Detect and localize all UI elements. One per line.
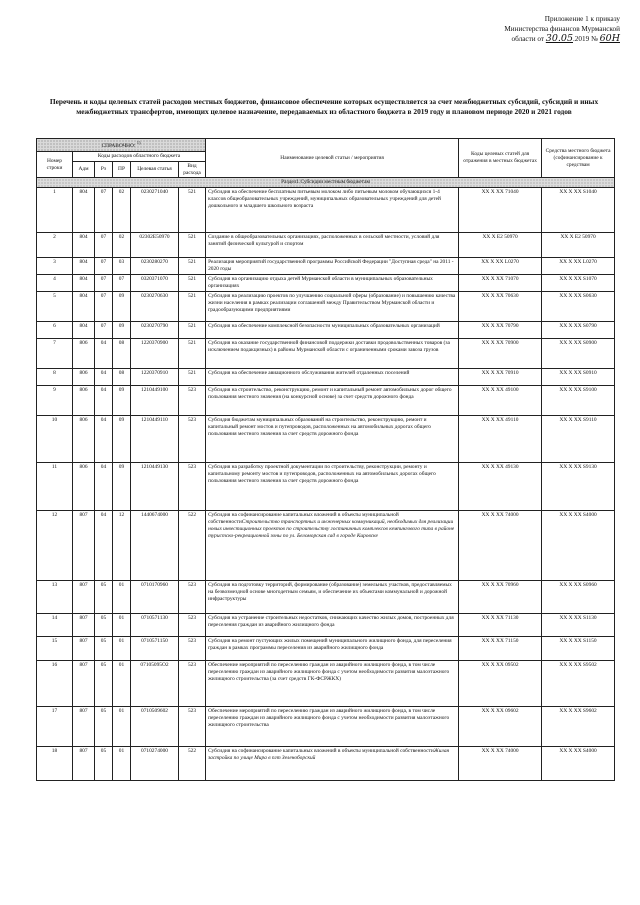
row-number-cell: 9 [37, 386, 73, 416]
target-code-cell: 0230270630 [131, 292, 179, 322]
row-number-cell: 3 [37, 258, 73, 275]
table-row [37, 322, 615, 339]
target-code-cell: 07105095О2 [131, 661, 179, 707]
table-row [37, 233, 615, 258]
appendix-header [400, 14, 620, 44]
vid-cell: 523 [179, 416, 206, 463]
appendix-prefix: области от [511, 35, 544, 43]
cofin-cell: XX X XX S9602 [542, 707, 615, 747]
appendix-line-2: Министерства финансов Мурманской [504, 25, 620, 33]
pr-cell: 08 [113, 339, 131, 369]
pr-cell: 09 [113, 463, 131, 511]
target-code-cell: 0230271040 [131, 188, 179, 233]
row-number-cell: 5 [37, 292, 73, 322]
pr-cell: 02 [113, 188, 131, 233]
vid-cell: 522 [179, 511, 206, 581]
name-cell: Создание в общеобразовательных организациях, расположенных в сельской местности, условий для занятий физической культурой и спортом [206, 233, 459, 258]
cofin-cell: XX X XX S1130 [542, 614, 615, 637]
target-code-cell: 0230280270 [131, 258, 179, 275]
pr-cell: 01 [113, 614, 131, 637]
cofin-cell: XX X XX S1070 [542, 275, 615, 292]
target-code-cell: 0710170960 [131, 581, 179, 614]
local-code-cell: XX X XX 49130 [459, 463, 542, 511]
local-code-cell: XX X XX 70630 [459, 292, 542, 322]
name-cell: Обеспечение мероприятий по переселению граждан из аварийного жилищного фонда, в том числе переселению граждан из аварийного жилищного фонда с учетом необходимости развития малоэтажного жилищного строительства (за счет средств ГК-ФСРЖКХ) [206, 661, 459, 707]
pr-cell: 12 [113, 511, 131, 581]
rz-cell: 04 [95, 416, 113, 463]
adm-cell: 807 [73, 637, 95, 661]
row-number-cell: 6 [37, 322, 73, 339]
row-number-cell: 16 [37, 661, 73, 707]
adm-cell: 807 [73, 581, 95, 614]
local-code-cell: XX X XX 70960 [459, 581, 542, 614]
cofin-cell: XX X XX S4000 [542, 511, 615, 581]
vid-cell: 523 [179, 661, 206, 707]
appendix-line-1: Приложение 1 к приказу [544, 15, 620, 23]
appendix-year: .2019 № [573, 35, 598, 43]
pr-cell: 09 [113, 416, 131, 463]
name-italic-part: Жилая застройка по улице Мира в пгт Зеленоборский [208, 748, 450, 762]
rz-cell: 05 [95, 637, 113, 661]
table-row [37, 637, 615, 661]
cofin-cell: XX X XX S0960 [542, 581, 615, 614]
local-code-cell: XX X XX 70900 [459, 339, 542, 369]
pr-header: ПР [113, 161, 131, 178]
table-row [37, 661, 615, 707]
table-row [37, 511, 615, 581]
rz-cell: 07 [95, 292, 113, 322]
adm-cell: 804 [73, 233, 95, 258]
vid-header: Вид расхода [179, 161, 206, 178]
target-code-cell: 02302E50970 [131, 233, 179, 258]
cofin-cell: XX X XX S4000 [542, 747, 615, 781]
name-cell: Субсидия бюджетам муниципальных образований на строительство, реконструкцию, ремонт и капитальный ремонт мостов и путепроводов, расположенных на автомобильных дорогах общего пользования местного значения за счет средств дорожного фонда [206, 416, 459, 463]
name-cell: Субсидия на оказание государственной финансовой поддержки доставки продовольственных товаров (за исключением подакцизных) в районы Мурманской области с ограниченными сроками завоза грузов [206, 339, 459, 369]
table-body [37, 188, 615, 781]
pr-cell: 08 [113, 369, 131, 386]
local-code-cell: XX X XX 74000 [459, 511, 542, 581]
row-number-cell: 10 [37, 416, 73, 463]
adm-cell: 804 [73, 322, 95, 339]
rz-cell: 04 [95, 463, 113, 511]
name-cell: Субсидия на разработку проектной документации по строительству, реконструкции, ремонту и капитальному ремонту мостов и путепроводов, расположенных на автомобильных дорогах общего пользования местного значения за счет средств дорожного фонда [206, 463, 459, 511]
target-code-cell: 1210449110 [131, 416, 179, 463]
adm-cell: 806 [73, 369, 95, 386]
pr-cell: 01 [113, 747, 131, 781]
local-code-cell: XX X E2 50970 [459, 233, 542, 258]
rz-cell: 04 [95, 369, 113, 386]
row-number-cell: 17 [37, 707, 73, 747]
rz-cell: 04 [95, 386, 113, 416]
rz-cell: 07 [95, 275, 113, 292]
row-number-cell: 2 [37, 233, 73, 258]
vid-cell: 523 [179, 581, 206, 614]
vid-cell: 521 [179, 188, 206, 233]
cofin-header: Средства местного бюджета (софинансирование к средствам [542, 139, 615, 178]
table-row [37, 275, 615, 292]
name-cell: Субсидия на софинансирование капитальных вложений в объекты муниципальной собственностиСтроительство транспортных и инженерных коммуникаций, необходимых для реализации новых инвестиционных проектов по строительству гостиничных комплексов кемпингового типа в районе туристско-рекреационной зоны по ул. Беломорская сад в городе Кировске [206, 511, 459, 581]
local-code-cell: XX X XX 74000 [459, 747, 542, 781]
local-code-cell: XX X XX 71040 [459, 188, 542, 233]
target-code-cell: 0230270790 [131, 322, 179, 339]
local-code-cell: XX X XX 71150 [459, 637, 542, 661]
adm-cell: 806 [73, 339, 95, 369]
name-cell: Субсидия на ремонт пустующих жилых помещений муниципального жилищного фонда, для переселения граждан в рамках программы переселения из аварийного жилищного фонда [206, 637, 459, 661]
cofin-cell: XX X E2 50970 [542, 233, 615, 258]
name-cell: Субсидия на подготовку территорий, формирование (образование) земельных участков, предоставляемых на безвозмездной основе многодетным семьям, и обеспечение их объектами коммунальной и дорожной инфраструктуры [206, 581, 459, 614]
rz-cell: 07 [95, 188, 113, 233]
row-number-cell: 11 [37, 463, 73, 511]
vid-cell: 521 [179, 258, 206, 275]
target-code-cell: 0320371070 [131, 275, 179, 292]
rz-cell: 05 [95, 614, 113, 637]
vid-cell: 523 [179, 614, 206, 637]
codes-group-header: Коды расходов областного бюджета [73, 151, 206, 161]
table-row [37, 463, 615, 511]
local-code-cell: XX X XX 49110 [459, 416, 542, 463]
vid-cell: 521 [179, 275, 206, 292]
local-code-cell: XX X XX 70790 [459, 322, 542, 339]
row-number-cell: 4 [37, 275, 73, 292]
handwritten-order-number: 60Н [599, 33, 620, 44]
table-row [37, 416, 615, 463]
pr-cell: 01 [113, 661, 131, 707]
name-cell: Субсидия на строительство, реконструкцию, ремонт и капитальный ремонт автомобильных дорог общего пользования местного значения (на конкурсной основе) за счет средств дорожного фонда [206, 386, 459, 416]
row-number-cell: 7 [37, 339, 73, 369]
section-heading: Раздел1.Субсидии местным бюджетам [37, 178, 615, 188]
rz-cell: 07 [95, 322, 113, 339]
pr-cell: 07 [113, 275, 131, 292]
local-code-cell: XX X XX 09602 [459, 707, 542, 747]
target-code-cell: 1440674000 [131, 511, 179, 581]
adm-cell: 804 [73, 292, 95, 322]
rz-cell: 05 [95, 581, 113, 614]
pr-cell: 01 [113, 707, 131, 747]
table-row [37, 188, 615, 233]
name-cell: Субсидия на устранение строительных недостатков, снижающих качество жилых домов, построенных для переселения граждан из аварийного жилищного фонда [206, 614, 459, 637]
table-row [37, 369, 615, 386]
target-code-cell: 1210449100 [131, 386, 179, 416]
adm-cell: 806 [73, 416, 95, 463]
vid-cell: 523 [179, 463, 206, 511]
name-cell: Субсидия на софинансирование капитальных вложений в объекты муниципальной собственностиЖилая застройка по улице Мира в пгт Зеленоборский [206, 747, 459, 781]
row-number-cell: 1 [37, 188, 73, 233]
pr-cell: 01 [113, 581, 131, 614]
pr-cell: 01 [113, 637, 131, 661]
target-code-cell: 1210449130 [131, 463, 179, 511]
row-number-cell: 13 [37, 581, 73, 614]
row-number-header: Номер строки [37, 151, 73, 178]
name-cell: Субсидия на обеспечение бесплатным питьевым молоком либо питьевым молоком обучающихся 1-4 классов общеобразовательных учреждений, муниципальных образовательных учреждений для детей дошкольного и младшего школьного возраста [206, 188, 459, 233]
rz-cell: 04 [95, 511, 113, 581]
pr-cell: 09 [113, 292, 131, 322]
document-title: Перечень и коды целевых статей расходов местных бюджетов, финансовое обеспечение которых осуществляется за счет межбюджетных субсидий, субсидий и иных межбюджетных трансфертов, имеющих целевое назначение, передаваемых из областного бюджета в 2019 году и плановом периоде 2020 и 2021 годов [49, 97, 599, 117]
spravochno-header: СПРАВОЧНО: $^{1)}$ [37, 139, 206, 152]
cofin-cell: XX X XX L0270 [542, 258, 615, 275]
local-code-cell: XX X XX 71130 [459, 614, 542, 637]
target-code-cell: 0710509602 [131, 707, 179, 747]
table-row [37, 258, 615, 275]
rz-cell: 05 [95, 661, 113, 707]
vid-cell: 522 [179, 747, 206, 781]
rz-cell: 07 [95, 233, 113, 258]
table-row [37, 747, 615, 781]
adm-cell: 804 [73, 275, 95, 292]
cofin-cell: XX X XX S9100 [542, 386, 615, 416]
local-code-cell: XX X XX 71070 [459, 275, 542, 292]
table-row [37, 707, 615, 747]
vid-cell: 523 [179, 386, 206, 416]
vid-cell: 521 [179, 339, 206, 369]
vid-cell: 523 [179, 637, 206, 661]
row-number-cell: 14 [37, 614, 73, 637]
local-code-cell: XX X XX 09502 [459, 661, 542, 707]
vid-cell: 521 [179, 233, 206, 258]
row-number-cell: 15 [37, 637, 73, 661]
row-number-cell: 18 [37, 747, 73, 781]
row-number-cell: 12 [37, 511, 73, 581]
local-code-cell: XX X XX 49100 [459, 386, 542, 416]
name-cell: Субсидия на обеспечение комплексной безопасности муниципальных образовательных организаций [206, 322, 459, 339]
adm-cell: 807 [73, 661, 95, 707]
pr-cell: 02 [113, 233, 131, 258]
name-cell: Субсидия на обеспечение авиационного обслуживания жителей отдаленных поселений [206, 369, 459, 386]
adm-cell: 807 [73, 614, 95, 637]
target-code-cell: 1220370900 [131, 339, 179, 369]
handwritten-date: 30.05 [545, 33, 573, 44]
local-code-cell: XX X XX L0270 [459, 258, 542, 275]
cofin-cell: XX X XX S0910 [542, 369, 615, 386]
cofin-cell: XX X XX S1040 [542, 188, 615, 233]
target-code-cell: 0710571150 [131, 637, 179, 661]
target-code-cell: 1220370910 [131, 369, 179, 386]
cofin-cell: XX X XX S1150 [542, 637, 615, 661]
vid-cell: 521 [179, 292, 206, 322]
table-row [37, 339, 615, 369]
rz-cell: 05 [95, 707, 113, 747]
name-cell: Обеспечение мероприятий по переселению граждан из аварийного жилищного фонда, в том числе переселению граждан из аварийного жилищного фонда с учетом необходимости развития малоэтажного жилищного строительства [206, 707, 459, 747]
vid-cell: 523 [179, 707, 206, 747]
rz-header: Рз [95, 161, 113, 178]
pr-cell: 03 [113, 258, 131, 275]
adm-header: Адм [73, 161, 95, 178]
adm-cell: 807 [73, 747, 95, 781]
name-cell: Субсидия на организацию отдыха детей Мурманской области в муниципальных образовательных организациях [206, 275, 459, 292]
local-code-cell: XX X XX 70910 [459, 369, 542, 386]
pr-cell: 09 [113, 386, 131, 416]
cofin-cell: XX X XX S9110 [542, 416, 615, 463]
name-header: Наименование целевой статьи / мероприятия [206, 139, 459, 178]
table-row [37, 292, 615, 322]
adm-cell: 807 [73, 511, 95, 581]
cofin-cell: XX X XX S9130 [542, 463, 615, 511]
cofin-cell: XX X XX S0900 [542, 339, 615, 369]
target-code-cell: 0710571130 [131, 614, 179, 637]
cofin-cell: XX X XX S9502 [542, 661, 615, 707]
adm-cell: 804 [73, 188, 95, 233]
appendix-line-3 [400, 34, 620, 44]
vid-cell: 521 [179, 369, 206, 386]
row-number-cell: 8 [37, 369, 73, 386]
cofin-cell: XX X XX S0790 [542, 322, 615, 339]
table-row [37, 614, 615, 637]
adm-cell: 804 [73, 258, 95, 275]
pr-cell: 09 [113, 322, 131, 339]
table-row [37, 581, 615, 614]
target-header: Целевая статья [131, 161, 179, 178]
cofin-cell: XX X XX S0630 [542, 292, 615, 322]
adm-cell: 806 [73, 386, 95, 416]
adm-cell: 806 [73, 463, 95, 511]
name-italic-part: Строительство транспортных и инженерных коммуникаций, необходимых для реализации новых инвестиционных проектов по строительству гостиничных комплексов кемпингового типа в районе туристско-рекреационной зоны по ул. Беломорская сад в городе Кировске [208, 519, 455, 540]
rz-cell: 04 [95, 339, 113, 369]
rz-cell: 07 [95, 258, 113, 275]
local-codes-header: Коды целевых статей для отражения в местных бюджетах [459, 139, 542, 178]
rz-cell: 05 [95, 747, 113, 781]
target-code-cell: 0710274000 [131, 747, 179, 781]
table-row [37, 386, 615, 416]
vid-cell: 521 [179, 322, 206, 339]
name-cell: Субсидия на реализацию проектов по улучшению социальной сферы (образование) и повышению качества жизни населения в рамках реализации соглашений между Правительством Мурманской области и градообразующими предприятиями [206, 292, 459, 322]
adm-cell: 807 [73, 707, 95, 747]
codes-table [36, 138, 615, 781]
name-cell: Реализация мероприятий государственной программы Российской Федерации "Доступная среда" на 2011 - 2020 годы [206, 258, 459, 275]
